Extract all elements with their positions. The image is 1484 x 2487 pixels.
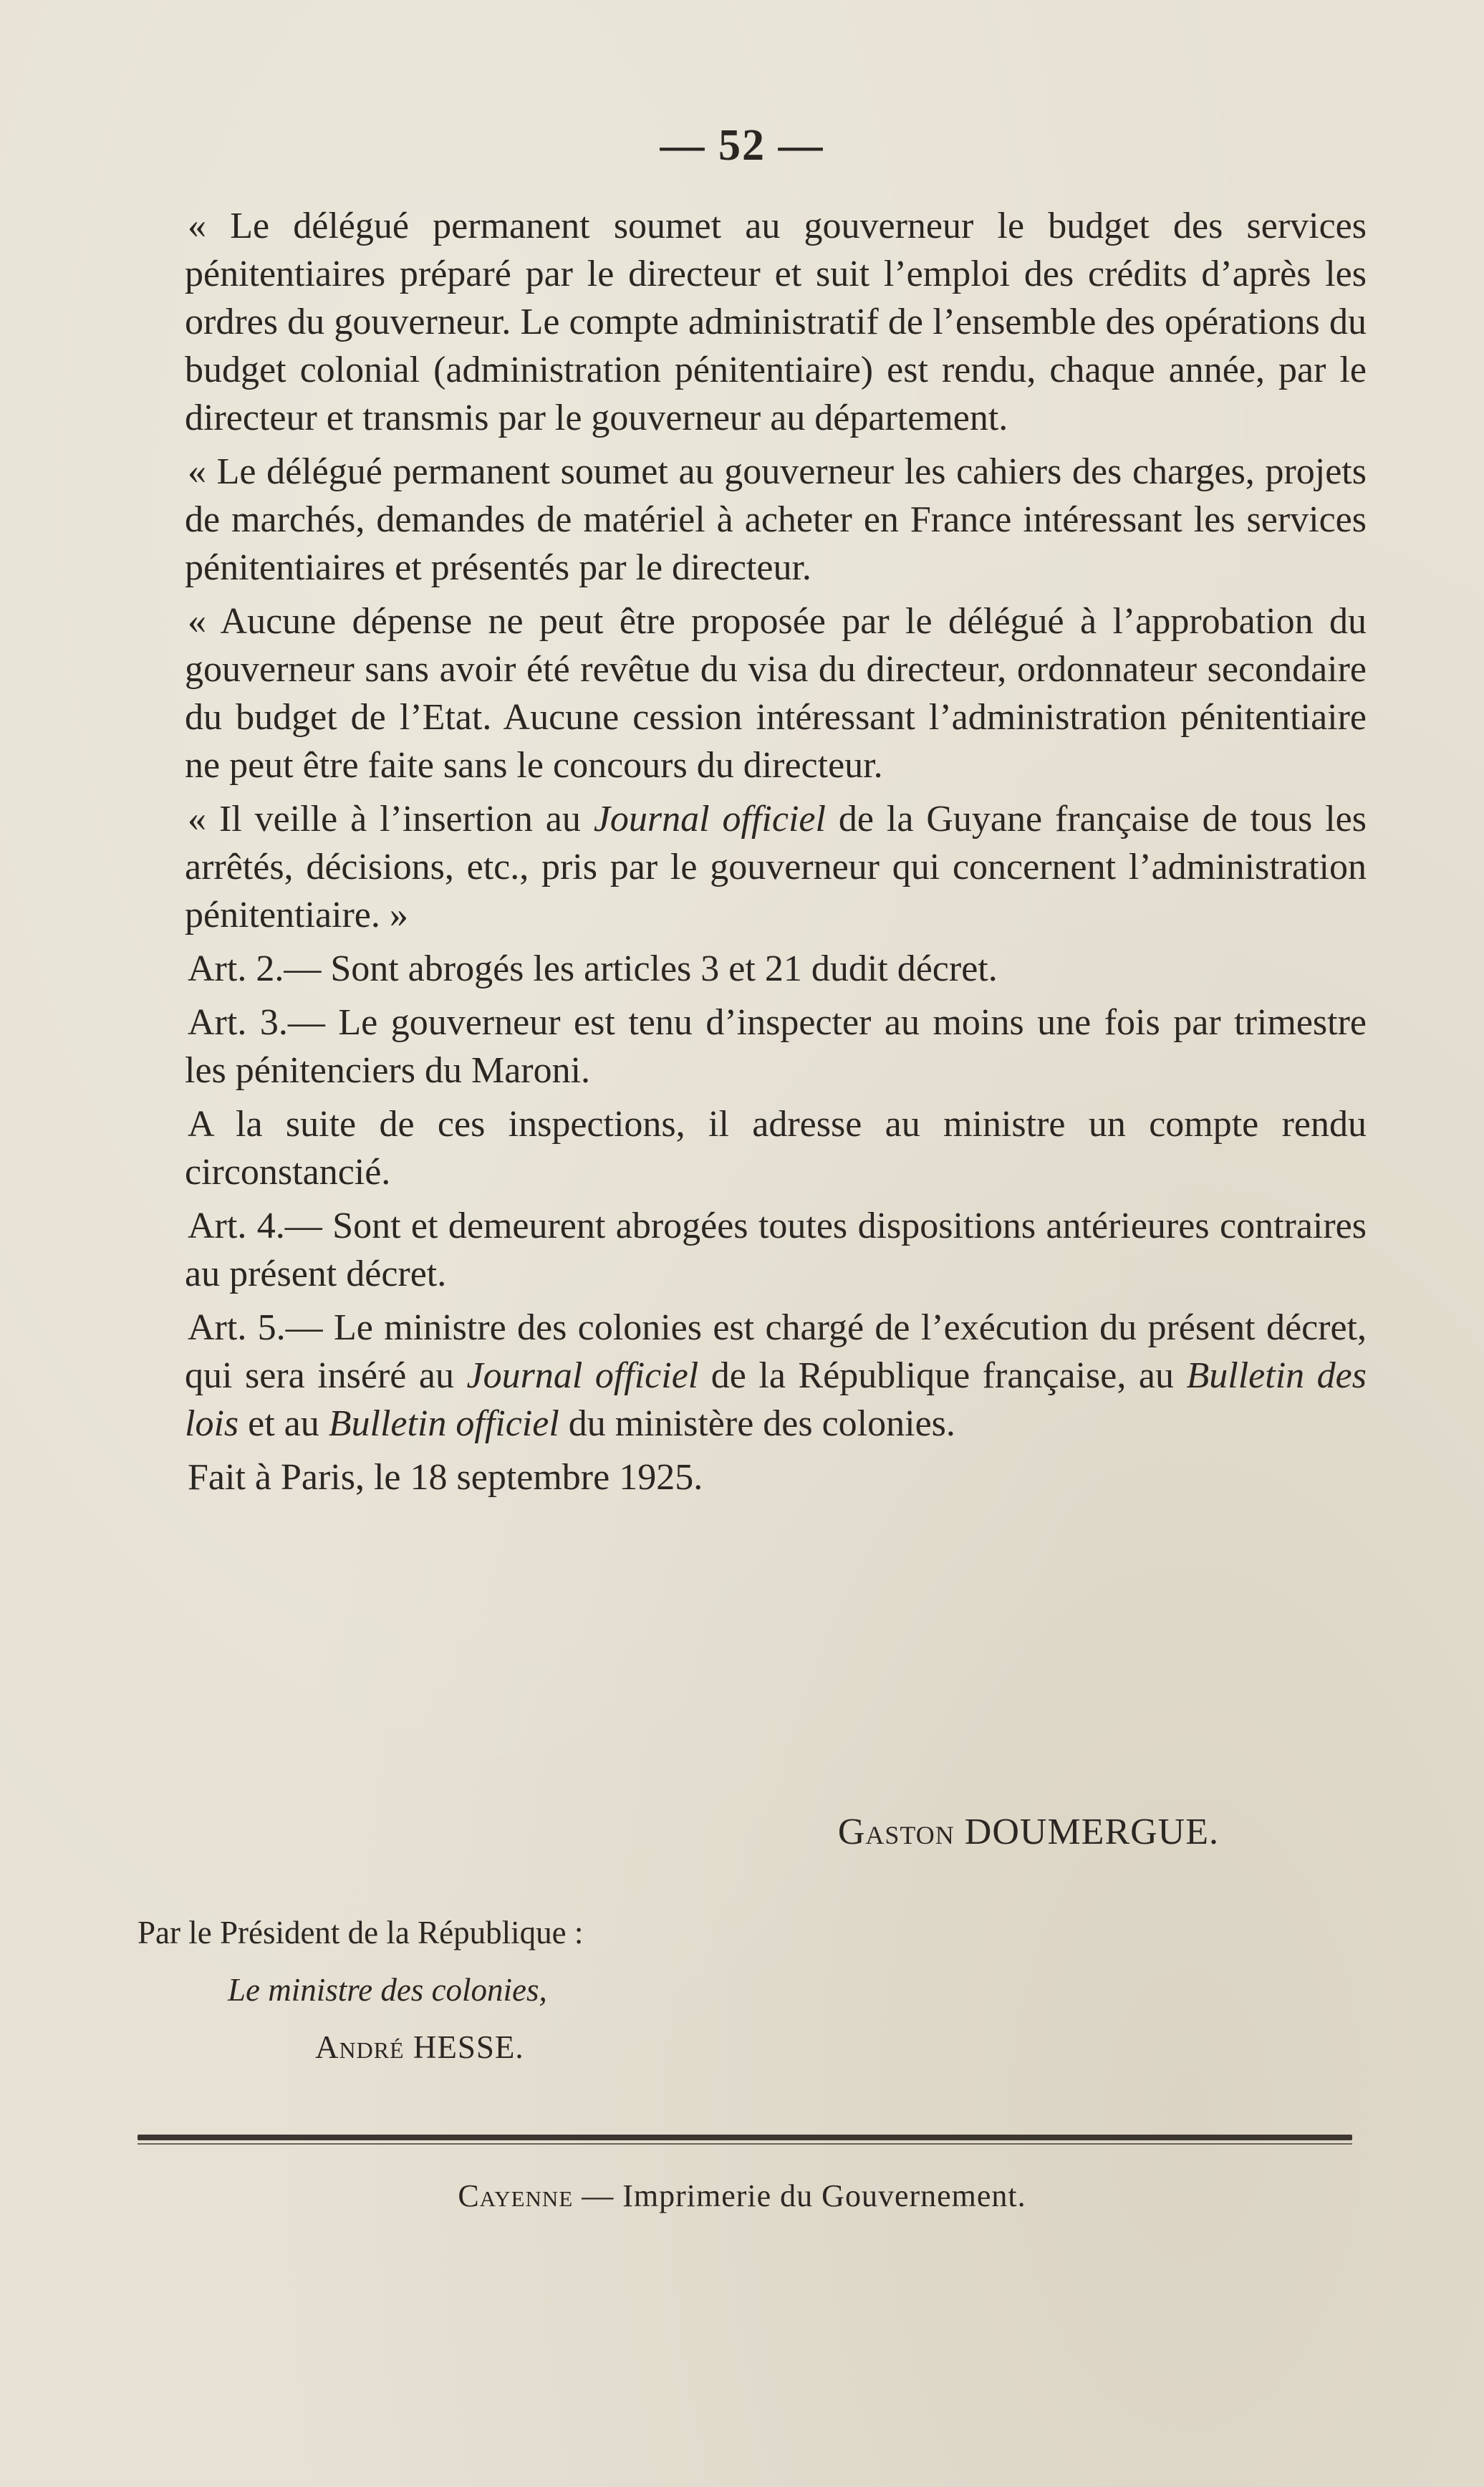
article-5-italic-journal: Journal officiel [466, 1355, 699, 1396]
insertion-text-after: de la Guyane française de tous les arrêtés, décisions, etc., pris par le gouverneur qui concernent l’administration pénitentiaire. » [185, 799, 1367, 935]
article-2: Art. 2.— Sont abrogés les articles 3 et 21 dudit décret. [188, 948, 998, 989]
printer-dash: — [573, 2178, 623, 2213]
insertion-journal-italic: Journal officiel [593, 799, 826, 840]
signature-first-name: Gaston [837, 1812, 955, 1852]
body-text [185, 202, 1367, 1507]
countersign-name [315, 2029, 524, 2066]
countersign-first-name: André [315, 2029, 405, 2065]
article-5-text-4: du ministère des colonies. [559, 1403, 955, 1444]
article-4: Art. 4.— Sont et demeurent abrogées toutes dispositions antérieures contraires au présent décret. [185, 1206, 1367, 1294]
paragraph-depense: « Aucune dépense ne peut être proposée par le délégué à l’approbation du gouverneur sans avoir été revêtue du visa du directeur, ordonnateur secondaire du budget de l’Etat. Aucune cession intéressant l’administration pénitentiaire ne peut être faite sans le concours du directeur. [185, 601, 1367, 786]
article-5-text-3: et au [238, 1403, 329, 1444]
countersign-intro: Par le Président de la République : [138, 1915, 584, 1950]
page-number: — 52 — [660, 121, 824, 170]
footer-rule [138, 2135, 1352, 2140]
printer-name: Imprimerie du Gouvernement. [622, 2178, 1026, 2213]
article-3: Art. 3.— Le gouverneur est tenu d’inspecter au moins une fois par trimestre les pénitenciers du Maroni. [185, 1002, 1367, 1091]
article-5 [185, 1304, 1367, 1448]
paragraph-budget: « Le délégué permanent soumet au gouverneur le budget des services pénitentiaires préparé par le directeur et suit l’emploi des crédits d’après les ordres du gouverneur. Le compte administratif de l’ensemble des opérations du budget colonial (administration pénitentiaire) est rendu, chaque année, par le directeur et transmis par le gouverneur au département. [185, 206, 1367, 438]
article-5-text-1: Art. 5.— Le ministre des colonies est chargé de l’exécution du présent décret, qui sera inséré au [185, 1307, 1367, 1396]
article-5-italic-bulletin-lois: Bulletin des lois [185, 1355, 1367, 1444]
countersign-last-name: HESSE. [413, 2029, 524, 2065]
paragraph-insertion [185, 795, 1367, 939]
signature-president [838, 1811, 1219, 1853]
paragraph-cahiers: « Le délégué permanent soumet au gouverneur les cahiers des charges, projets de marchés, demandes de matériel à acheter en France intéressant les services pénitentiaires et présentés par le directeur. [185, 451, 1367, 588]
signature-last-name: DOUMERGUE. [964, 1812, 1219, 1852]
insertion-text-before: « Il veille à l’insertion au [188, 799, 594, 840]
countersign-title: Le ministre des colonies, [228, 1972, 547, 2008]
article-5-text-2: de la République française, au [698, 1355, 1187, 1396]
printer-imprint [0, 2178, 1484, 2214]
article-5-italic-bulletin-officiel: Bulletin officiel [328, 1403, 559, 1444]
date-line: Fait à Paris, le 18 septembre 1925. [188, 1457, 703, 1498]
paragraph-inspections: A la suite de ces inspections, il adresse au ministre un compte rendu circonstancié. [185, 1104, 1367, 1193]
printer-city: Cayenne [458, 2178, 574, 2213]
footer-rule-thin [138, 2143, 1352, 2145]
